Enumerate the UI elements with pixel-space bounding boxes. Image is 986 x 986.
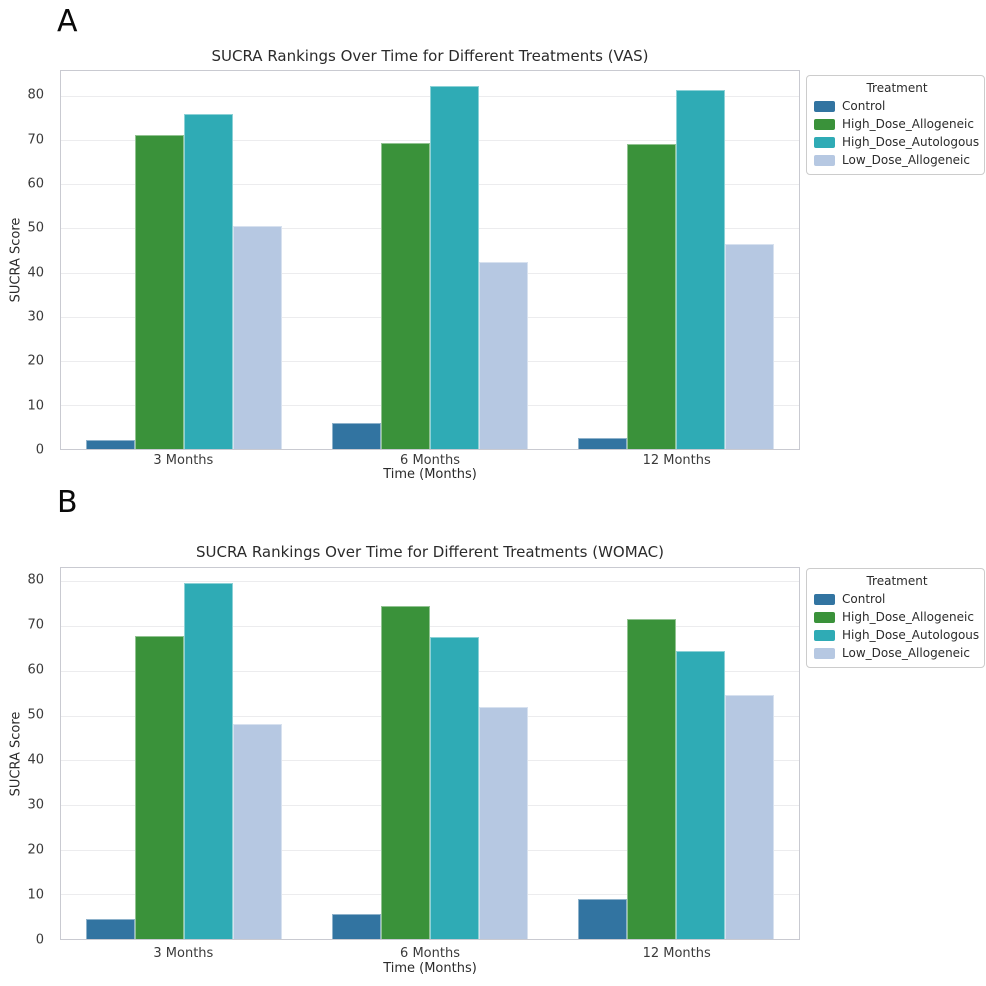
legend-label: Low_Dose_Allogeneic — [842, 153, 970, 167]
bar-control-12-months — [578, 899, 627, 939]
legend-swatch-icon — [814, 155, 835, 166]
legend-row-high_dose_allogeneic — [814, 117, 980, 131]
legend-label: High_Dose_Autologous — [842, 135, 980, 149]
legend-womac — [806, 568, 985, 668]
legend-vas — [806, 75, 985, 175]
y-tick-40: 40 — [27, 752, 44, 768]
bar-high_dose_autologous-6-months — [430, 637, 479, 939]
legend-label: Low_Dose_Allogeneic — [842, 646, 970, 660]
y-axis-label-womac: SUCRA Score — [8, 711, 24, 797]
bar-control-3-months — [86, 440, 135, 449]
x-tick-3-months: 3 Months — [153, 453, 214, 468]
y-axis-ticks-womac — [0, 567, 54, 948]
legend-swatch-icon — [814, 630, 835, 641]
plot-area-womac — [60, 567, 800, 940]
legend-label: High_Dose_Autologous — [842, 628, 980, 642]
y-axis-ticks-vas — [0, 70, 54, 458]
bar-high_dose_autologous-12-months — [676, 651, 725, 939]
bar-group-6-months — [307, 71, 553, 449]
legend-swatch-icon — [814, 612, 835, 623]
y-tick-0: 0 — [35, 932, 44, 948]
legend-label: High_Dose_Allogeneic — [842, 610, 974, 624]
bar-low_dose_allogeneic-12-months — [725, 695, 774, 939]
x-tick-12-months: 12 Months — [642, 946, 711, 961]
y-axis-label-vas: SUCRA Score — [8, 217, 24, 303]
legend-row-high_dose_autologous — [814, 628, 980, 642]
bar-high_dose_allogeneic-3-months — [135, 135, 184, 449]
bar-low_dose_allogeneic-6-months — [479, 707, 528, 939]
chart-title-womac: SUCRA Rankings Over Time for Different Treatments (WOMAC) — [196, 543, 664, 561]
plot-area-vas — [60, 70, 800, 450]
y-tick-80: 80 — [27, 572, 44, 588]
bar-high_dose_allogeneic-12-months — [627, 144, 676, 449]
legend-row-control — [814, 592, 980, 606]
legend-row-low_dose_allogeneic — [814, 646, 980, 660]
legend-swatch-icon — [814, 119, 835, 130]
bar-group-3-months — [61, 568, 307, 939]
y-tick-10: 10 — [27, 887, 44, 903]
bar-control-6-months — [332, 423, 381, 449]
bar-low_dose_allogeneic-12-months — [725, 244, 774, 449]
y-tick-30: 30 — [27, 309, 44, 325]
bar-high_dose_autologous-3-months — [184, 583, 233, 939]
y-tick-70: 70 — [27, 617, 44, 633]
bar-group-3-months — [61, 71, 307, 449]
x-tick-12-months: 12 Months — [642, 453, 711, 468]
bar-high_dose_autologous-12-months — [676, 90, 725, 449]
legend-label: High_Dose_Allogeneic — [842, 117, 974, 131]
bar-control-12-months — [578, 438, 627, 449]
bar-group-12-months — [553, 71, 799, 449]
x-axis-label-vas: Time (Months) — [383, 467, 477, 482]
bar-high_dose_autologous-6-months — [430, 86, 479, 449]
bar-low_dose_allogeneic-3-months — [233, 226, 282, 449]
bar-low_dose_allogeneic-6-months — [479, 262, 528, 449]
legend-row-high_dose_autologous — [814, 135, 980, 149]
bar-groups — [61, 568, 799, 939]
y-tick-10: 10 — [27, 398, 44, 414]
bar-high_dose_allogeneic-3-months — [135, 636, 184, 939]
y-tick-40: 40 — [27, 265, 44, 281]
chart-title-vas: SUCRA Rankings Over Time for Different Treatments (VAS) — [211, 47, 649, 65]
bar-high_dose_allogeneic-6-months — [381, 606, 430, 939]
bar-high_dose_autologous-3-months — [184, 114, 233, 449]
legend-swatch-icon — [814, 594, 835, 605]
bar-control-3-months — [86, 919, 135, 939]
y-tick-50: 50 — [27, 707, 44, 723]
x-tick-6-months: 6 Months — [400, 946, 460, 961]
y-tick-50: 50 — [27, 220, 44, 236]
y-tick-20: 20 — [27, 842, 44, 858]
y-tick-60: 60 — [27, 176, 44, 192]
x-tick-3-months: 3 Months — [153, 946, 214, 961]
bar-low_dose_allogeneic-3-months — [233, 724, 282, 939]
legend-title: Treatment — [866, 81, 928, 95]
bar-high_dose_allogeneic-6-months — [381, 143, 430, 449]
legend-swatch-icon — [814, 648, 835, 659]
y-tick-60: 60 — [27, 662, 44, 678]
bar-high_dose_allogeneic-12-months — [627, 619, 676, 939]
legend-swatch-icon — [814, 101, 835, 112]
x-axis-ticks-vas — [60, 453, 800, 468]
x-axis-label-womac: Time (Months) — [383, 961, 477, 976]
panel-letter-a: A — [57, 4, 78, 39]
y-tick-70: 70 — [27, 132, 44, 148]
legend-label: Control — [842, 592, 886, 606]
legend-row-control — [814, 99, 980, 113]
bar-group-6-months — [307, 568, 553, 939]
legend-swatch-icon — [814, 137, 835, 148]
legend-title: Treatment — [866, 574, 928, 588]
y-tick-80: 80 — [27, 87, 44, 103]
bar-groups — [61, 71, 799, 449]
bar-control-6-months — [332, 914, 381, 939]
x-axis-ticks-womac — [60, 946, 800, 961]
y-tick-0: 0 — [35, 442, 44, 458]
legend-row-low_dose_allogeneic — [814, 153, 980, 167]
panel-letter-b: B — [57, 485, 78, 520]
legend-row-high_dose_allogeneic — [814, 610, 980, 624]
legend-label: Control — [842, 99, 886, 113]
panel-b — [0, 480, 986, 986]
y-tick-30: 30 — [27, 797, 44, 813]
bar-group-12-months — [553, 568, 799, 939]
y-tick-20: 20 — [27, 353, 44, 369]
x-tick-6-months: 6 Months — [400, 453, 460, 468]
